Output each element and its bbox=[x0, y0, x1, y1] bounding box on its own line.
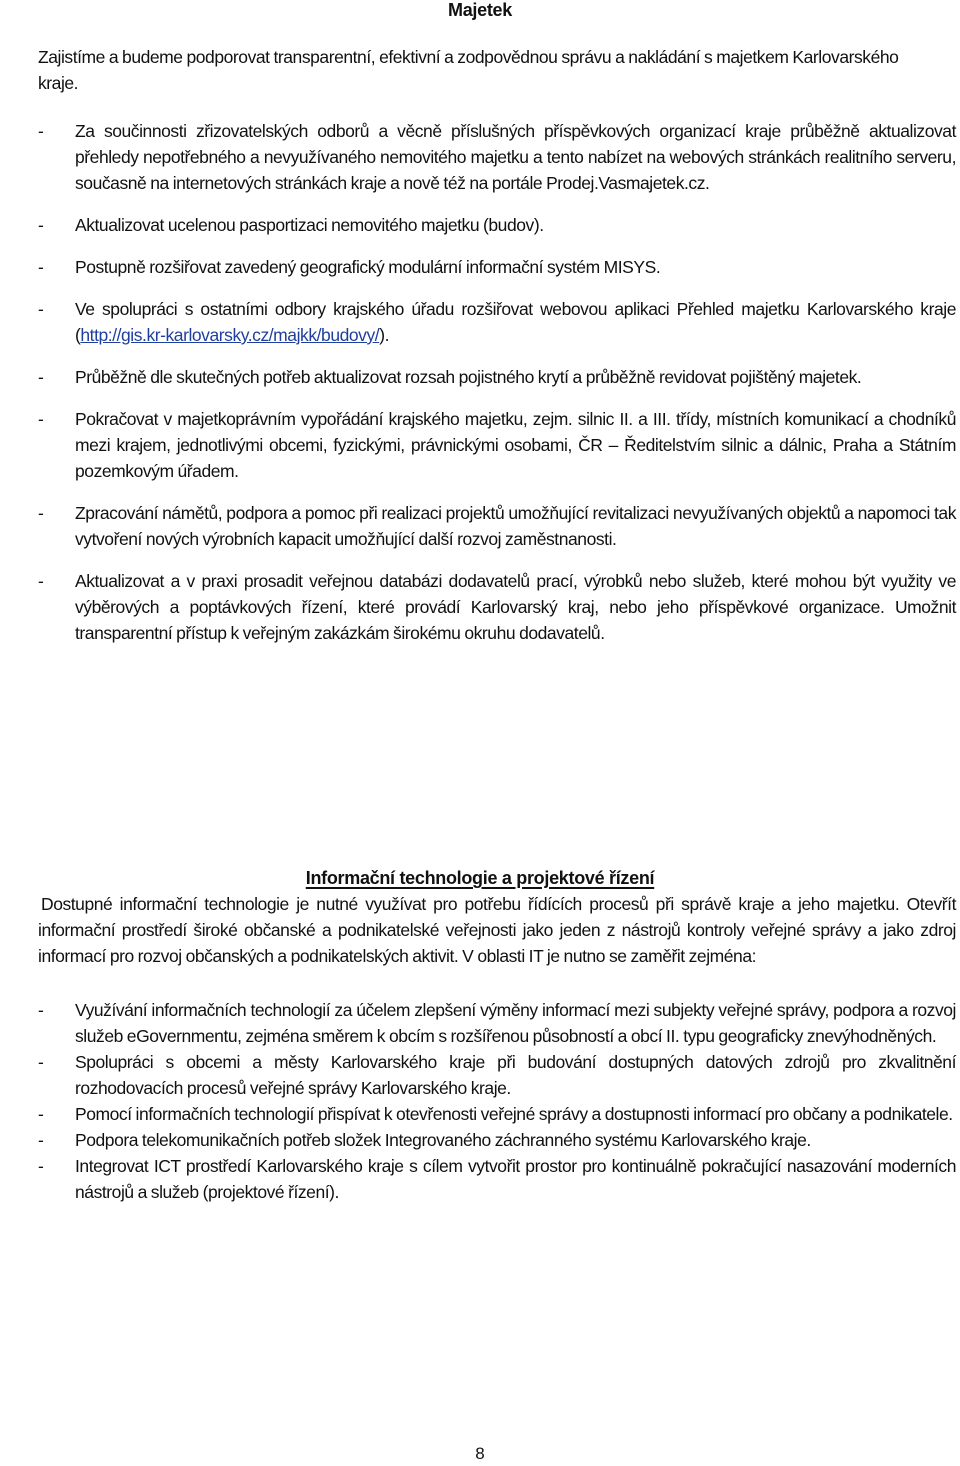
list-item bbox=[0, 500, 960, 552]
section-title: Majetek bbox=[448, 0, 512, 20]
list-item bbox=[0, 406, 960, 484]
section-intro-paragraph: Zajistíme a budeme podporovat transparentní, efektivní a zodpovědnou správu a nakládání s majetkem Karlovarského kraje. bbox=[38, 47, 899, 93]
list-dash: - bbox=[38, 1104, 44, 1124]
list-dash: - bbox=[38, 257, 44, 277]
list-dash: - bbox=[38, 121, 44, 141]
list-item bbox=[0, 364, 960, 390]
list-dash: - bbox=[38, 367, 44, 387]
list-dash: - bbox=[38, 1052, 44, 1072]
section-heading-it bbox=[0, 865, 960, 891]
section-title: Informační technologie a projektové řízení bbox=[305, 868, 655, 888]
list-item bbox=[0, 1153, 960, 1205]
list-item bbox=[0, 1049, 960, 1101]
list-item bbox=[0, 118, 960, 196]
list-dash: - bbox=[38, 571, 44, 591]
list-dash: - bbox=[38, 215, 44, 235]
list-item-text: Průběžně dle skutečných potřeb aktualizovat rozsah pojistného krytí a průběžně revidovat pojištěný majetek. bbox=[75, 367, 862, 387]
list-item-text-end: ). bbox=[379, 325, 389, 345]
list-item-text: Za součinnosti zřizovatelských odborů a věcně příslušných příspěvkových organizací kraje průběžně aktualizovat přehledy nepotřebného a nevyužívaného nemovitého majetku a tento nabízet na webových stránkách realitního serveru, současně na internetových stránkách kraje a nově též na portále Prodej.Vasmajetek.cz. bbox=[75, 121, 956, 193]
list-dash: - bbox=[38, 299, 44, 319]
section-bullet-list bbox=[0, 997, 960, 1205]
list-item-text: Podpora telekomunikačních potřeb složek Integrovaného záchranného systému Karlovarského kraje. bbox=[75, 1130, 811, 1150]
list-dash: - bbox=[38, 1156, 44, 1176]
list-item-text: Postupně rozšiřovat zavedený geografický modulární informační systém MISYS. bbox=[75, 257, 661, 277]
list-item bbox=[0, 212, 960, 238]
section-bullet-list bbox=[0, 118, 960, 662]
list-item-text: Aktualizovat a v praxi prosadit veřejnou databázi dodavatelů prací, výrobků nebo služeb, které mohou být využity ve výběrových a poptávkových řízení, které provádí Karlovarský kraj, nebo jeho příspěvkové organizace. Umožnit transparentní přístup k veřejným zakázkám širokému okruhu dodavatelů. bbox=[75, 571, 956, 643]
list-dash: - bbox=[38, 409, 44, 429]
list-dash: - bbox=[38, 1130, 44, 1150]
section-heading-majetek bbox=[0, 0, 960, 23]
list-item bbox=[0, 254, 960, 280]
list-item-text: Ve spolupráci s ostatními odbory krajského úřadu rozšiřovat webovou aplikaci Přehled majetku Karlovarského kraje ( bbox=[75, 299, 956, 345]
section-intro-paragraph: Dostupné informační technologie je nutné využívat pro potřebu řídících procesů při správě kraje a jeho majetku. Otevřít informační prostředí široké občanské a podnikatelské veřejnosti jako jeden z nástrojů kontroly veřejné správy a jako zdroj informací pro rozvoj občanských a podnikatelských aktivit. V oblasti IT je nutno se zaměřit zejména: bbox=[38, 894, 956, 966]
list-item bbox=[0, 1101, 960, 1127]
majetek-web-app-link[interactable]: http://gis.kr-karlovarsky.cz/majkk/budovy/ bbox=[80, 325, 380, 345]
list-dash: - bbox=[38, 503, 44, 523]
list-item-text: Pomocí informačních technologií přispívat k otevřenosti veřejné správy a dostupnosti informací pro občany a podnikatele. bbox=[75, 1104, 953, 1124]
list-item-text: Aktualizovat ucelenou pasportizaci nemovitého majetku (budov). bbox=[75, 215, 544, 235]
list-item bbox=[0, 568, 960, 646]
list-item-text: Spolupráci s obcemi a městy Karlovarského kraje při budování dostupných datových zdrojů pro zkvalitnění rozhodovacích procesů veřejné správy Karlovarského kraje. bbox=[75, 1052, 956, 1098]
list-item bbox=[0, 997, 960, 1049]
list-dash: - bbox=[38, 1000, 44, 1020]
list-item bbox=[0, 1127, 960, 1153]
list-item-text: Využívání informačních technologií za účelem zlepšení výměny informací mezi subjekty veřejné správy, podpora a rozvoj služeb eGovernmentu, zejména směrem k obcím s rozšířenou působností a obcí II. typu geograficky znevýhodněných. bbox=[75, 1000, 956, 1046]
list-item-text: Pokračovat v majetkoprávním vypořádání krajského majetku, zejm. silnic II. a III. třídy, místních komunikací a chodníků mezi krajem, jednotlivými obcemi, fyzickými, právnickými osobami, ČR – Ředitelstvím silnic a dálnic, Praha a Státním pozemkovým úřadem. bbox=[75, 409, 956, 481]
page-number: 8 bbox=[475, 1444, 485, 1463]
list-item bbox=[0, 296, 960, 348]
list-item-text: Integrovat ICT prostředí Karlovarského kraje s cílem vytvořit prostor pro kontinuálně pokračující nasazování moderních nástrojů a služeb (projektové řízení). bbox=[75, 1156, 956, 1202]
list-item-text: Zpracování námětů, podpora a pomoc při realizaci projektů umožňující revitalizaci nevyužívaných objektů a napomoci tak vytvoření nových výrobních kapacit umožňující další rozvoj zaměstnanosti. bbox=[75, 503, 956, 549]
